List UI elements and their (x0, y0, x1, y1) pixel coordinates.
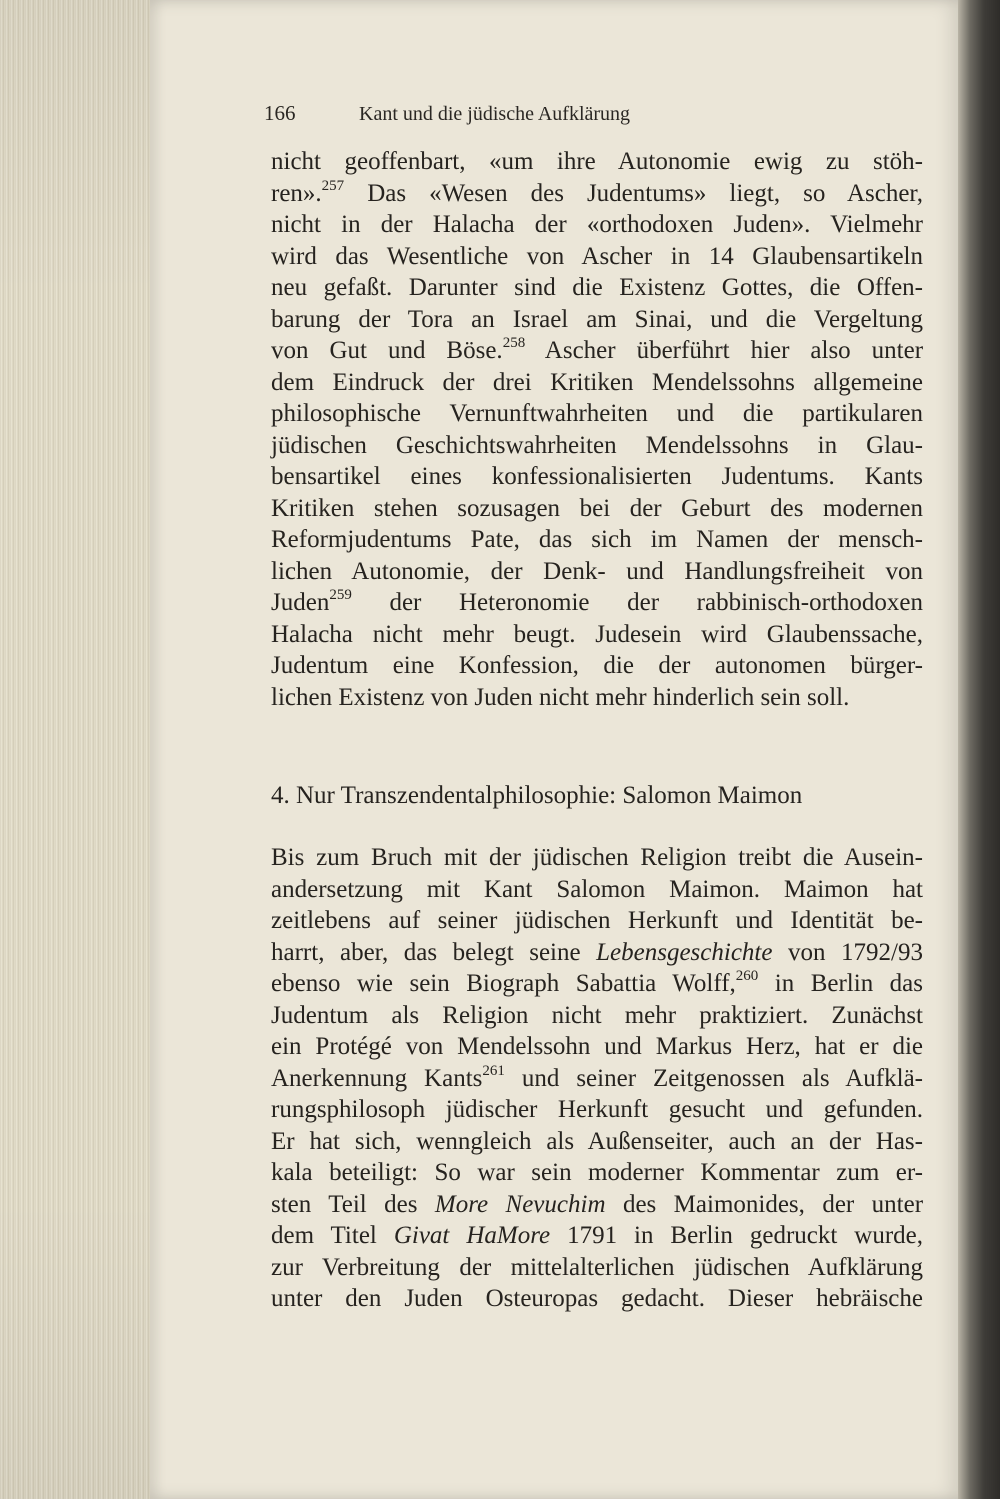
footnote-ref: 257 (321, 177, 345, 194)
text-line: neu gefaßt. Darunter sind die Existenz Gottes, die Offen- (271, 274, 923, 301)
book-title-italic: Givat HaMore (393, 1222, 551, 1249)
text-line: Bis zum Bruch mit der jüdischen Religion treibt die Ausein- (271, 844, 923, 871)
text-line: Kritiken stehen sozusagen bei der Geburt des modernen (271, 494, 923, 522)
text-line: ebenso wie sein Biograph Sabattia Wolff,$^{260}$ in Berlin das (271, 968, 923, 997)
text-line: bensartikel eines konfessionalisierten Judentums. Kants (271, 463, 923, 490)
page-block-edges (0, 0, 160, 1499)
book-title-italic: Lebensgeschichte (596, 938, 773, 966)
paragraph-2 (271, 842, 923, 1315)
text-line: Halacha nicht mehr beugt. Judesein wird Glaubenssache, (271, 620, 923, 648)
footnote-ref: 259 (329, 587, 352, 603)
text-line: andersetzung mit Kant Salomon Maimon. Maimon hat (271, 875, 923, 903)
text-line: Judentum als Religion nicht mehr praktiziert. Zunächst (271, 1001, 923, 1029)
running-title: Kant und die jüdische Aufklärung (359, 103, 631, 125)
text-line: wird das Wesentliche von Ascher in 14 Glaubensartikeln (271, 242, 923, 270)
text-line: ein Protégé von Mendelssohn und Markus Herz, hat er die (271, 1033, 923, 1060)
footnote-ref: 261 (482, 1062, 505, 1079)
text-line: zur Verbreitung der mittelalterlichen jüdischen Aufklärung (271, 1253, 923, 1281)
footnote-ref: 258 (502, 335, 526, 351)
text-line: barung der Tora an Israel am Sinai, und die Vergeltung (271, 305, 923, 333)
text-line: lichen Autonomie, der Denk- und Handlungsfreiheit von (271, 557, 923, 585)
text-line: nicht geoffenbart, «um ihre Autonomie ewig zu stöh- (271, 148, 923, 175)
section-heading: 4. Nur Transzendentalphilosophie: Salomon Maimon (271, 782, 803, 809)
text-line: nicht in der Halacha der «orthodoxen Juden». Vielmehr (271, 211, 923, 238)
text-line: Reformjudentums Pate, das sich im Namen der mensch- (271, 526, 923, 553)
text-line: jüdischen Geschichtswahrheiten Mendelssohns in Glau- (271, 431, 923, 459)
text-line: von Gut und Böse.$^{258}$ Ascher überführt hier also unter (271, 335, 924, 364)
running-header (264, 96, 630, 130)
text-line: unter den Juden Osteuropas gedacht. Dieser hebräische (271, 1285, 923, 1312)
text-line: Judentum eine Konfession, die der autonomen bürger- (271, 652, 923, 679)
text-line: dem Titel Givat HaMore 1791 in Berlin gedruckt wurde, (271, 1222, 923, 1249)
text-line: Juden$^{259}$ der Heteronomie der rabbinisch-orthodoxen (271, 587, 923, 616)
page-number: 166 (264, 101, 296, 125)
text-line: ren».$^{257}$ Das «Wesen des Judentums» liegt, so Ascher, (271, 177, 924, 207)
text-line: Anerkennung Kants$^{261}$ und seiner Zeitgenossen als Aufklä- (271, 1062, 923, 1092)
text-line: lichen Existenz von Juden nicht mehr hinderlich sein soll. (271, 683, 850, 711)
footnote-ref: 260 (735, 968, 759, 984)
text-line: harrt, aber, das belegt seine Lebensgeschichte von 1792/93 (271, 938, 923, 966)
text-line: rungsphilosoph jüdischer Herkunft gesucht und gefunden. (271, 1096, 923, 1123)
book-spine (958, 0, 1000, 1499)
paragraph-1 (271, 146, 923, 713)
text-line: sten Teil des More Nevuchim des Maimonides, der unter (271, 1190, 924, 1218)
text-line: zeitlebens auf seiner jüdischen Herkunft und Identität be- (271, 907, 923, 934)
text-line: kala beteiligt: So war sein moderner Kommentar zum er- (271, 1159, 923, 1186)
book-title-italic: More Nevuchim (434, 1190, 606, 1218)
text-line: philosophische Vernunftwahrheiten und die partikularen (271, 400, 923, 427)
text-line: dem Eindruck der drei Kritiken Mendelssohns allgemeine (271, 368, 923, 396)
text-line: Er hat sich, wenngleich als Außenseiter, auch an der Has- (271, 1127, 923, 1155)
